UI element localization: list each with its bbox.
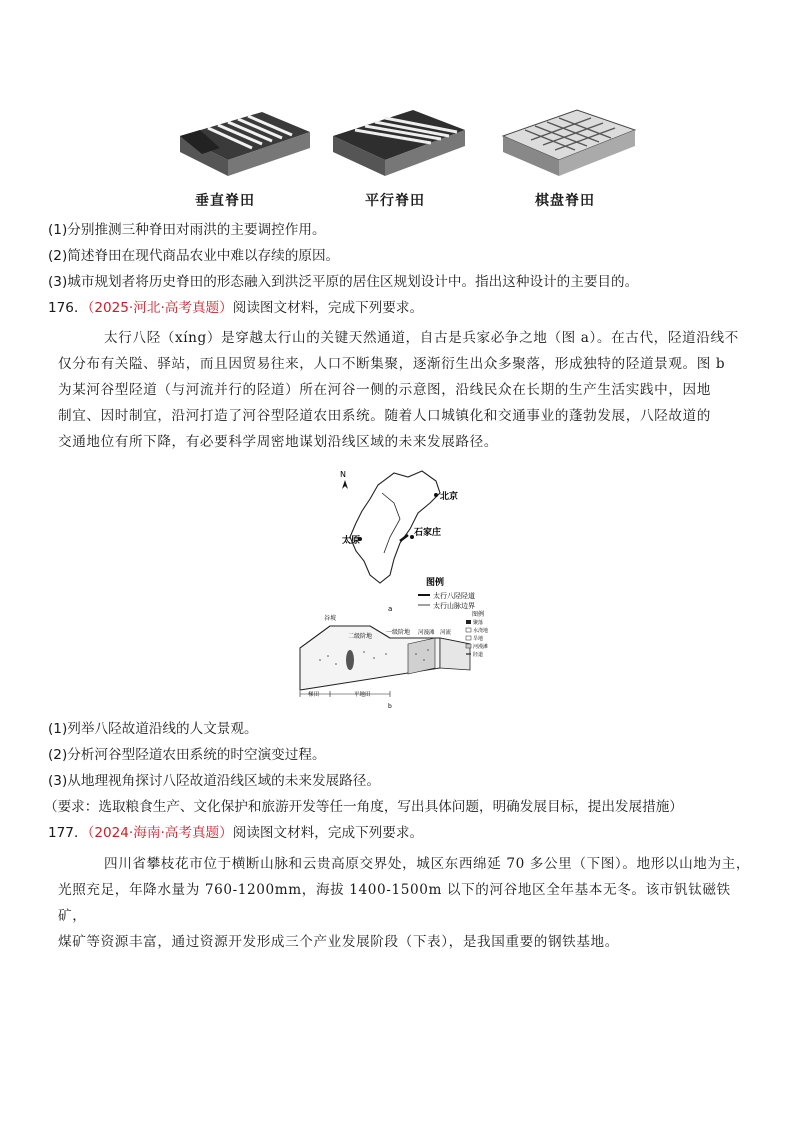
ridge-caption-parallel: 平行脊田 <box>365 193 425 209</box>
section-label-slope: 谷坡 <box>324 615 337 622</box>
section-label-b: b <box>388 703 392 710</box>
city-taiyuan: 太原 <box>342 536 361 546</box>
section-legend-dryland: 旱地 <box>473 636 484 642</box>
q177-material-line-3: 煤矿等资源丰富，通过资源开发形成三个产业发展阶段（下表），是我国重要的钢铁基地。 <box>58 934 619 950</box>
ridge-field-figure <box>150 98 650 213</box>
north-label: N <box>340 470 346 479</box>
map-legend-route: 太行八陉陉道 <box>433 592 475 600</box>
checkerboard-ridge-block <box>495 98 645 213</box>
section-label-terrace1: 一级阶地 <box>386 629 411 636</box>
q176-material-line-5: 交通地位有所下降，有必要科学周密地谋划沿线区域的未来发展路径。 <box>58 434 499 450</box>
section-label-river: 河流 <box>440 630 452 636</box>
parallel-ridge-block <box>325 98 475 213</box>
q176-material-line-1: 太行八陉（xíng）是穿越太行山的关键天然通道，自古是兵家必争之地（图 a）。在古代，陉道沿线不 <box>104 330 739 346</box>
section-bottom-terraced: 梯田 <box>308 692 320 698</box>
north-arrow-icon <box>342 480 348 489</box>
section-label-terrace2: 二级阶地 <box>348 633 373 640</box>
q177-header <box>48 823 423 843</box>
city-beijing: 北京 <box>440 492 459 502</box>
q177-material-line-1: 四川省攀枝花市位于横断山脉和云贵高原交界处，城区东西绵延 70 多公里（下图）。地形以山地为主， <box>104 856 751 872</box>
map-label-a: a <box>388 605 393 613</box>
q176-material-line-4: 制宜、因时制宜，沿河打造了河谷型陉道农田系统。随着人口城镇化和交通事业的蓬勃发展，八陉故道的 <box>58 408 711 424</box>
ridge-caption-checkerboard: 棋盘脊田 <box>535 193 595 209</box>
q176-part-2: (2)分析河谷型陉道农田系统的时空演变过程。 <box>48 747 326 763</box>
map-legend-title: 图例 <box>426 578 445 588</box>
q176-header <box>48 298 423 318</box>
valley-section-figure <box>290 608 490 713</box>
q176-requirement: （要求：选取粮食生产、文化保护和旅游开发等任一角度，写出具体问题，明确发展目标，提出发展措施） <box>44 799 683 815</box>
q177-number: 177． <box>48 825 88 841</box>
q176-material <box>58 325 758 455</box>
q177-material <box>58 851 758 955</box>
q176-part-1: (1)列举八陉故道沿线的人文景观。 <box>48 721 258 737</box>
q177-material-line-2: 光照充足，年降水量为 760-1200mm，海拔 1400-1500m 以下的河谷地区全年基本无冬。该市钒钛磁铁矿， <box>58 882 731 924</box>
q177-source: （2024·海南·高考真题） <box>87 825 233 841</box>
q177-instruction: 阅读图文材料，完成下列要求。 <box>232 825 424 841</box>
q176-instruction: 阅读图文材料，完成下列要求。 <box>232 300 424 316</box>
q175-part-1: (1)分别推测三种脊田对雨洪的主要调控作用。 <box>48 222 326 238</box>
q176-number: 176． <box>48 300 88 316</box>
ridge-caption-vertical: 垂直脊田 <box>195 193 255 209</box>
taihang-map-figure <box>290 463 490 613</box>
vertical-ridge-block <box>170 98 320 213</box>
section-legend-title: 图例 <box>472 611 485 618</box>
q176-material-line-2: 仅分布有关隘、驿站，而且因贸易往来，人口不断集聚，逐渐衍生出众多聚落，形成独特的陉道景观。图 b <box>58 356 726 372</box>
q175-part-3: (3)城市规划者将历史脊田的形态融入到洪泛平原的居住区规划设计中。指出这种设计的主要目的。 <box>48 274 639 290</box>
q175-part-2: (2)简述脊田在现代商品农业中难以存续的原因。 <box>48 248 340 264</box>
section-label-floodplain: 河漫滩 <box>418 630 435 636</box>
section-legend-settlement: 聚落 <box>473 620 484 626</box>
city-shijiazhuang: 石家庄 <box>414 528 442 538</box>
section-legend-irrigated: 水浇地 <box>473 628 489 634</box>
section-legend-floodplain: 河漫滩 <box>473 644 489 650</box>
map-legend-boundary: 太行山脉边界 <box>433 602 475 610</box>
q176-source: （2025·河北·高考真题） <box>87 300 233 316</box>
section-legend-route: 陉道 <box>473 652 484 658</box>
section-bottom-flatfield: 平地田 <box>354 692 371 698</box>
q176-part-3: (3)从地理视角探讨八陉故道沿线区域的未来发展路径。 <box>48 773 380 789</box>
q176-material-line-3: 为某河谷型陉道（与河流并行的陉道）所在河谷一侧的示意图，沿线民众在长期的生产生活实践中，因地 <box>58 382 711 398</box>
